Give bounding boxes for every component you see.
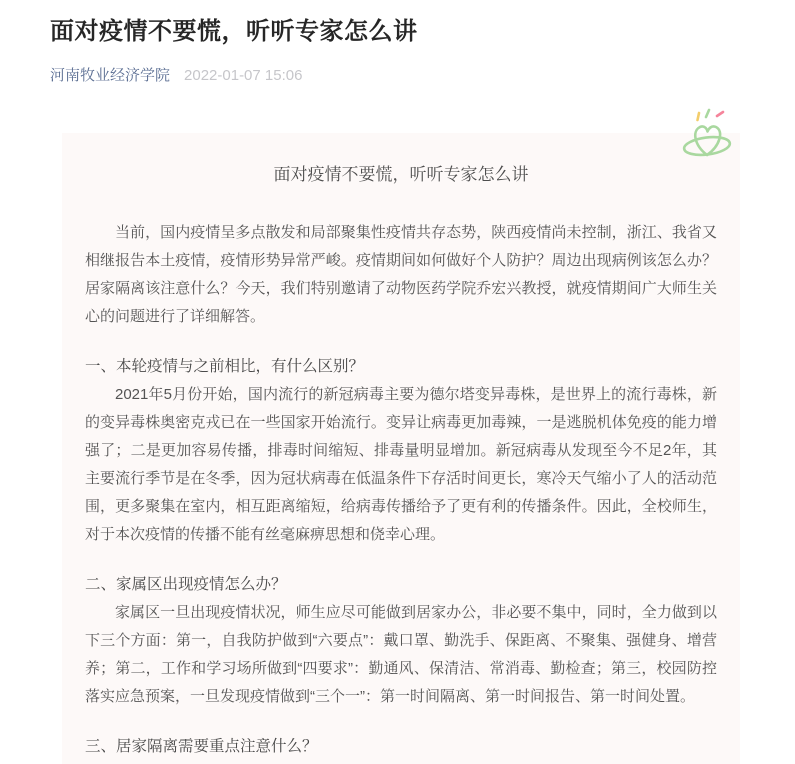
section-heading-1: 一、本轮疫情与之前相比，有什么区别？ bbox=[85, 358, 365, 375]
section-heading-2: 二、家属区出现疫情怎么办？ bbox=[85, 576, 287, 593]
article-title: 面对疫情不要慌，听听专家怎么讲 bbox=[273, 165, 529, 184]
publish-datetime: 2022-01-07 15:06 bbox=[184, 67, 303, 84]
section-body-1: 2021年5月份开始，国内流行的新冠病毒主要为德尔塔变异毒株，是世界上的流行毒株，新的变异毒株奥密克戎已在一些国家开始流行。变异让病毒更加毒辣，一是逃脱机体免疫的能力增强了；二是更加容易传播，排毒时间缩短、排毒量明显增加。新冠病毒从发现至今不足2年，其主要流行季节是在冬季，因为冠状病毒在低温条件下存活时间更长，寒冷天气缩小了人的活动范围，更多聚集在室内，相互距离缩短，给病毒传播给予了更有利的传播条件。因此，全校师生，对于本次疫情的传播不能有丝毫麻痹思想和侥幸心理。 bbox=[85, 386, 717, 543]
article-header bbox=[0, 0, 795, 85]
article-meta bbox=[50, 64, 755, 85]
intro-paragraph: 当前，国内疫情呈多点散发和局部聚集性疫情共存态势，陕西疫情尚未控制，浙江、我省又相继报告本土疫情，疫情形势异常严峻。疫情期间如何做好个人防护？周边出现病例该怎么办？居家隔离该注意什么？今天，我们特别邀请了动物医药学院乔宏兴教授，就疫情期间广大师生关心的问题进行了详细解答。 bbox=[85, 224, 717, 325]
section-heading-3: 三、居家隔离需要重点注意什么？ bbox=[85, 738, 318, 755]
source-link[interactable]: 河南牧业经济学院 bbox=[50, 67, 171, 84]
sparkle-heart-icon bbox=[682, 103, 734, 161]
article-content-card bbox=[62, 133, 740, 764]
page-title: 面对疫情不要慌，听听专家怎么讲 bbox=[50, 18, 418, 45]
section-body-2: 家属区一旦出现疫情状况，师生应尽可能做到居家办公，非必要不集中，同时，全力做到以下三个方面：第一，自我防护做到“六要点”：戴口罩、勤洗手、保距离、不聚集、强健身、增营养；第二，工作和学习场所做到“四要求”：勤通风、保清洁、常消毒、勤检查；第三，校园防控落实应急预案，一旦发现疫情做到“三个一”：第一时间隔离、第一时间报告、第一时间处置。 bbox=[85, 604, 717, 705]
